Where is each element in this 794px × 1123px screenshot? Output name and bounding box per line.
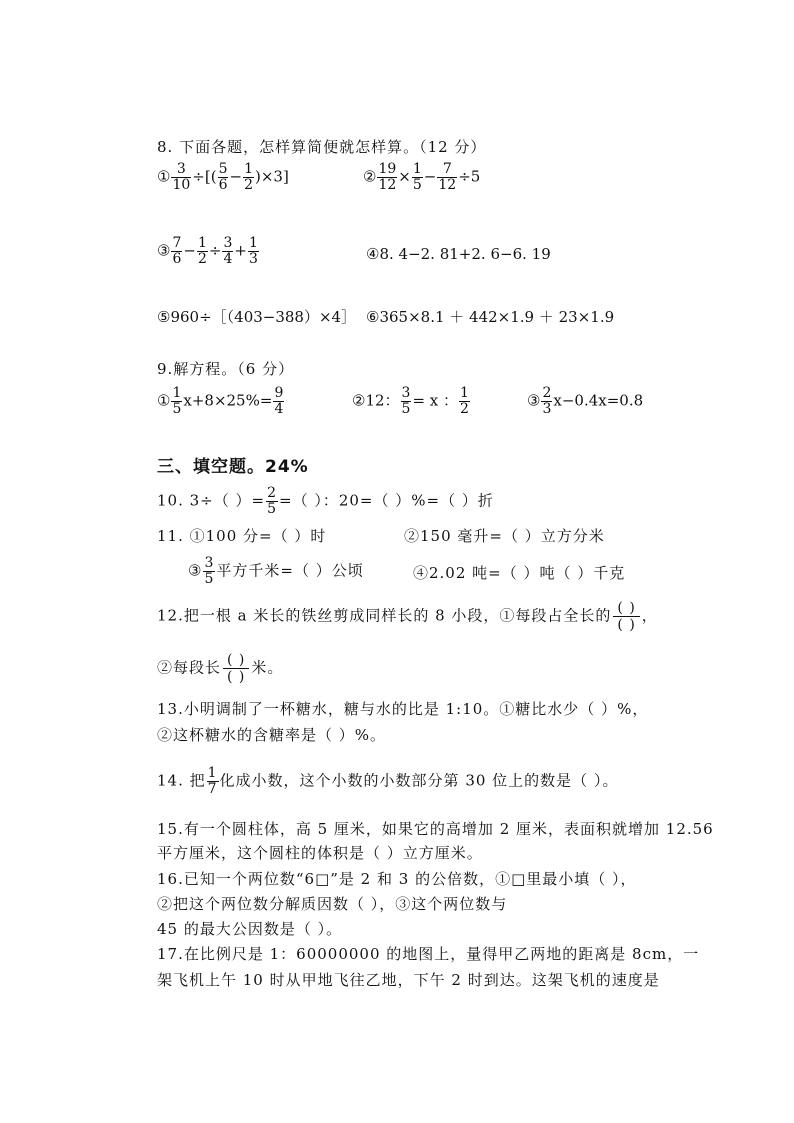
q8-p3-op: ÷ (208, 241, 222, 260)
fraction (218, 162, 229, 193)
q8-p2-op: ÷5 (458, 167, 481, 186)
q9-e2-marker: ②12： (352, 391, 400, 410)
q17-line1: 17.在比例尺是 1：60000000 的地图上，量得甲乙两地的距离是 8cm，一 (157, 945, 700, 963)
q11-line1a: 11. ①100 分=（ ）时 (157, 527, 327, 545)
fraction (243, 162, 254, 193)
q9-e2-text: = x ： (412, 391, 459, 410)
denominator: 6 (218, 177, 228, 193)
denominator-blank: ( ) (227, 669, 246, 685)
q14-text-a: 14. 把 (157, 771, 206, 790)
denominator: 7 (207, 781, 218, 797)
fraction (222, 236, 233, 267)
numerator: 1 (197, 235, 207, 251)
q9-title: 9.解方程。（6 分） (157, 360, 295, 378)
numerator: 9 (274, 385, 284, 401)
fraction (401, 386, 412, 417)
numerator: 3 (204, 555, 215, 571)
numerator: 19 (378, 161, 397, 177)
q8-problem-5: ⑤960÷［（403−388）×4］ (157, 308, 357, 326)
q9-equation-3 (527, 386, 643, 417)
numerator-blank: ( ) (223, 652, 249, 669)
fraction (412, 162, 423, 193)
q13-line1: 13.小明调制了一杯糖水，糖与水的比是 1:10。①糖比水少（ ）%， (157, 700, 649, 718)
q8-problem-6: ⑥365×8.1 ＋ 442×1.9 ＋ 23×1.9 (366, 308, 615, 326)
fraction (203, 556, 215, 587)
denominator: 2 (197, 251, 207, 267)
q8-p1-op: − (229, 167, 243, 186)
q15-line1: 15.有一个圆柱体，高 5 厘米，如果它的高增加 2 厘米，表面积就增加 12.56 (157, 820, 714, 838)
denominator: 5 (412, 177, 422, 193)
q10-part-a: 10. 3÷（ ）= (157, 491, 266, 510)
numerator: 5 (218, 161, 228, 177)
q12-line2 (157, 652, 283, 685)
q8-p1-op: ÷[( (192, 167, 217, 186)
fraction (248, 236, 259, 267)
q8-problem-2 (363, 162, 480, 193)
q8-p2-marker: ② (363, 167, 377, 186)
denominator: 5 (204, 571, 215, 587)
q10-part-b: =（ ）：20=（ ）%=（ ）折 (279, 491, 494, 510)
q8-p2-op: − (423, 167, 437, 186)
denominator-blank: ( ) (617, 617, 636, 633)
q12-unit: 米。 (251, 658, 284, 677)
fraction (207, 766, 219, 797)
numerator: 7 (437, 162, 457, 178)
numerator: 1 (207, 765, 218, 781)
q12-comma: ， (641, 606, 658, 625)
q11-line2-text: 平方千米=（ ）公顷 (216, 561, 364, 580)
numerator: 1 (244, 161, 253, 177)
fraction (171, 162, 191, 193)
q9-e1-marker: ① (157, 391, 171, 410)
blank-fraction (223, 652, 249, 685)
fraction (171, 236, 182, 267)
q8-p1-op: )×3] (254, 167, 289, 186)
denominator: 6 (172, 251, 182, 267)
q16-line2: ②把这个两位数分解质因数（ ），③这个两位数与 (157, 895, 508, 913)
denominator: 12 (378, 177, 397, 193)
q14-text-b: 化成小数，这个小数的小数部分第 30 位上的数是（ ）。 (219, 771, 619, 790)
numerator: 3 (171, 162, 191, 178)
q9-e3-marker: ③ (527, 391, 541, 410)
denominator: 10 (172, 177, 191, 193)
denominator: 4 (223, 251, 233, 267)
fraction (273, 386, 284, 417)
q8-p3-marker: ③ (157, 241, 171, 260)
q11-line2a (188, 556, 364, 587)
blank-fraction (613, 600, 639, 633)
q8-p1-marker: ① (157, 167, 171, 186)
numerator: 2 (542, 385, 552, 401)
section-heading: 三、填空题。24% (157, 457, 309, 477)
fraction (171, 386, 182, 417)
q8-p2-op: × (398, 167, 411, 186)
numerator: 2 (267, 485, 277, 501)
numerator: 1 (248, 235, 258, 251)
numerator-blank: ( ) (613, 600, 639, 617)
q12-line1 (157, 600, 658, 633)
numerator: 3 (401, 385, 411, 401)
q9-e1-text: x+8×25%= (183, 391, 273, 410)
q17-line2: 架飞机上午 10 时从甲地飞往乙地，下午 2 时到达。这架飞机的速度是 (157, 971, 660, 989)
q16-line1: 16.已知一个两位数“6□”是 2 和 3 的公倍数，①□里最小填（ ）， (157, 870, 637, 888)
q8-problem-1 (157, 162, 289, 193)
numerator: 7 (172, 235, 182, 251)
q11-line2b: ④2.02 吨=（ ）吨（ ）千克 (413, 564, 626, 582)
numerator: 1 (412, 161, 422, 177)
denominator: 4 (274, 401, 284, 417)
q15-line2: 平方厘米，这个圆柱的体积是（ ）立方厘米。 (157, 844, 483, 862)
denominator: 3 (542, 401, 552, 417)
denominator: 3 (248, 251, 258, 267)
fraction (541, 386, 552, 417)
q11-marker: ③ (188, 561, 203, 580)
q13-line2: ②这杯糖水的含糖率是（ ）%。 (157, 726, 387, 744)
numerator: 1 (172, 385, 182, 401)
q12-text: 12.把一根 a 米长的铁丝剪成同样长的 8 小段，①每段占全长的 (157, 606, 612, 625)
fraction (459, 386, 470, 417)
q9-equation-1 (157, 386, 285, 417)
q11-line1b: ②150 毫升=（ ）立方分米 (404, 527, 605, 545)
denominator: 5 (267, 501, 277, 517)
q8-p3-op: + (234, 241, 247, 260)
fraction (266, 486, 278, 517)
q12-text-2: ②每段长 (157, 658, 222, 677)
denominator: 2 (244, 177, 253, 193)
fraction (197, 236, 208, 267)
numerator: 3 (223, 235, 233, 251)
numerator: 1 (460, 385, 469, 401)
q16-line3: 45 的最大公因数是（ ）。 (157, 920, 343, 938)
q9-equation-2 (352, 386, 471, 417)
denominator: 12 (438, 177, 457, 193)
q8-problem-4: ④8. 4−2. 81+2. 6−6. 19 (366, 245, 551, 263)
q10 (157, 486, 494, 517)
denominator: 5 (172, 401, 182, 417)
q9-e3-text: x−0.4x=0.8 (553, 391, 644, 410)
fraction (437, 162, 457, 193)
q8-p3-op: − (183, 241, 196, 260)
q14 (157, 766, 618, 797)
fraction (377, 162, 397, 193)
denominator: 5 (401, 401, 411, 417)
denominator: 2 (460, 401, 469, 417)
q8-problem-3 (157, 236, 260, 267)
q8-title: 8. 下面各题，怎样算简便就怎样算。（12 分） (157, 138, 487, 156)
